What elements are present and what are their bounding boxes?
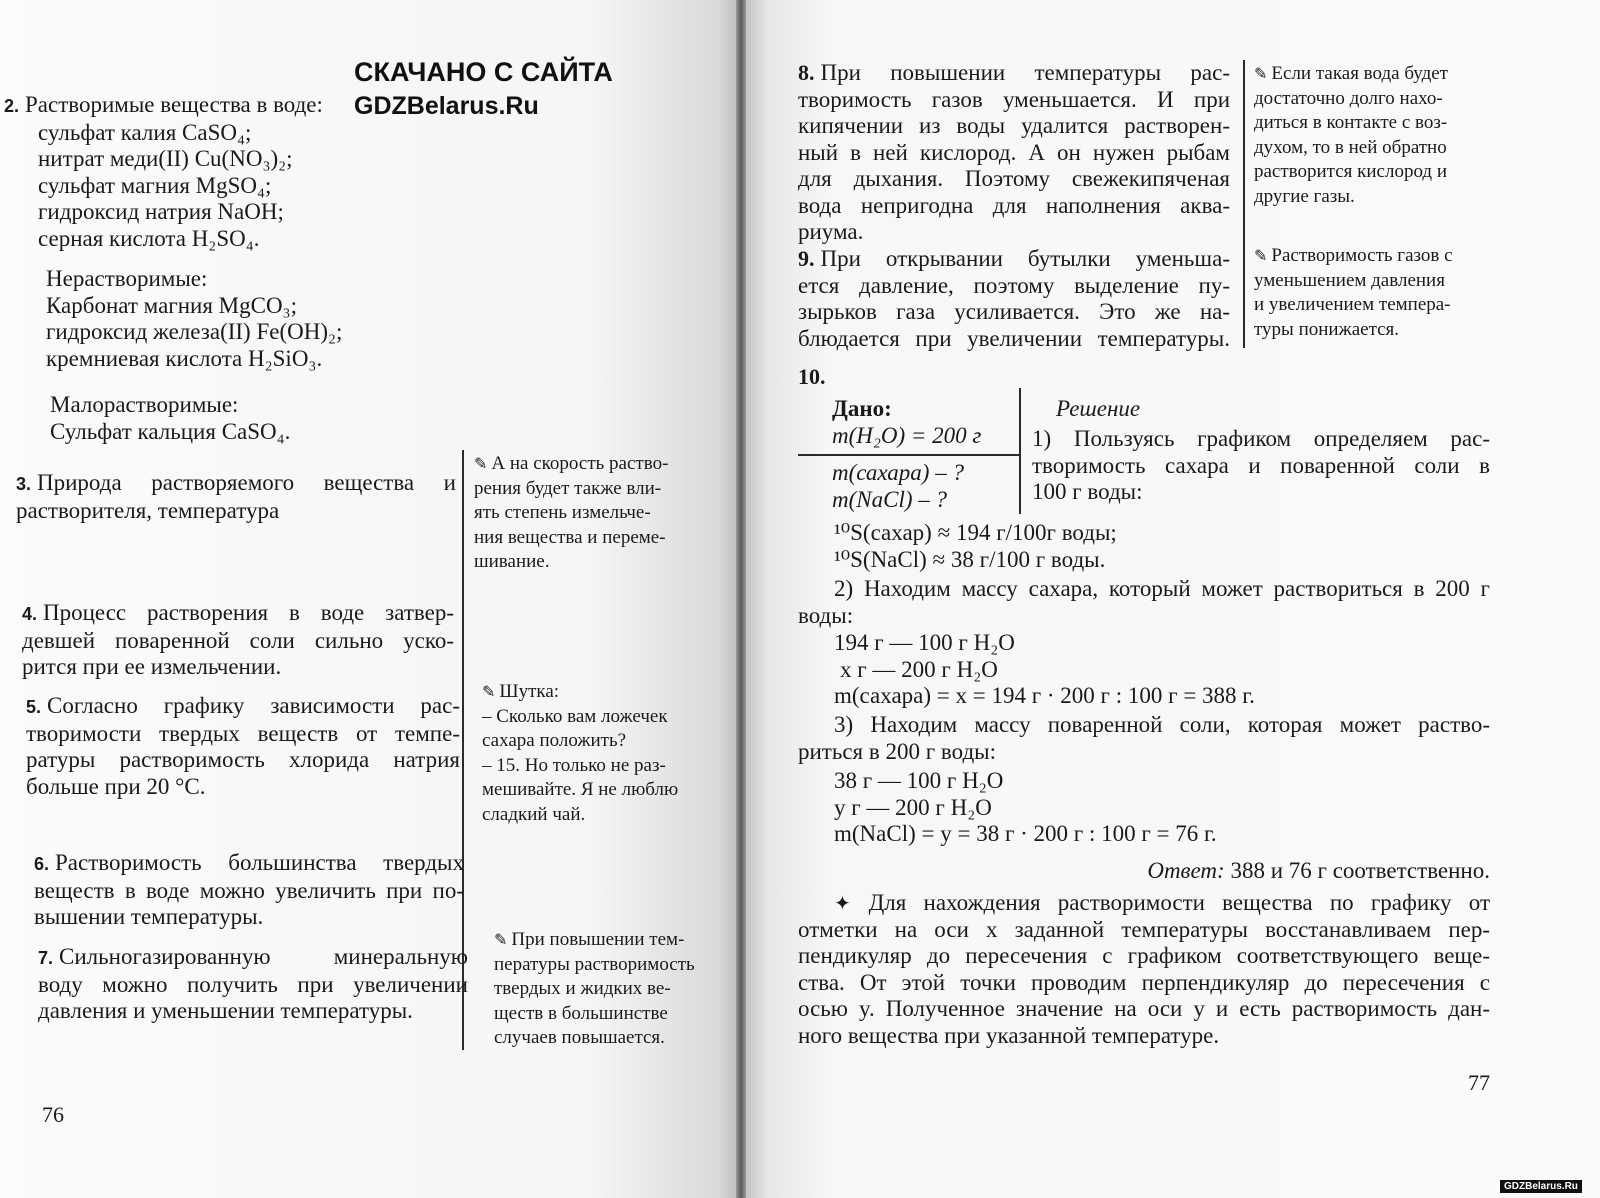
- proportion-nacl: [834, 768, 1217, 848]
- text-line: творимость газов уменьшается. И при: [798, 86, 1230, 112]
- text-line: зырьков газа усиливается. Это же на-: [798, 299, 1230, 324]
- find-block: [832, 460, 964, 513]
- answer-number: 8.: [798, 60, 815, 85]
- final-answer: [1100, 858, 1490, 885]
- note-line: туры понижается.: [1254, 318, 1400, 340]
- given-block: [832, 396, 981, 449]
- answer-number: 3.: [16, 474, 32, 494]
- note-line: твердых и жидких ве-: [494, 978, 671, 999]
- text-line: веществ в воде можно увеличить при по-: [34, 877, 464, 903]
- step-2: [798, 576, 1490, 629]
- insoluble-heading: Нерастворимые:: [46, 266, 208, 291]
- find-item: m(NaCl) – ?: [832, 486, 947, 512]
- answer-number: 2.: [4, 96, 20, 116]
- given-underline: [798, 454, 1020, 456]
- answer-value: 388 и 76 г соответственно.: [1230, 858, 1490, 883]
- note-line: мешивайте. Я не люблю: [482, 779, 679, 800]
- text-line: Природа растворяемого вещества и: [37, 470, 456, 495]
- answer-number: 7.: [38, 948, 54, 968]
- text-line: 3) Находим массу поваренной соли, которая может раство-: [834, 712, 1490, 737]
- text-line: осью y. Полученное значение на оси y и есть растворимость дан-: [798, 996, 1490, 1021]
- slightly-heading: Малорастворимые:: [50, 392, 239, 417]
- note-line: сладкий чай.: [482, 803, 586, 825]
- note-line: – Сколько вам ложечек: [482, 705, 668, 727]
- soluble-heading: Растворимые вещества в воде:: [25, 92, 323, 117]
- right-margin-rule: [1243, 60, 1245, 348]
- note-line: Шутка:: [499, 681, 560, 702]
- margin-note-speed: [474, 452, 722, 575]
- text-line: рится при ее измельчении.: [22, 654, 282, 679]
- answer-number: 5.: [26, 697, 42, 717]
- list-item: сульфат калия CaSO₄;: [38, 119, 252, 145]
- text-line: При открывании бутылки уменьша-: [820, 246, 1230, 271]
- proportion-sugar: [834, 630, 1255, 710]
- text-line: 2) Находим массу сахара, который может раствориться в 200 г: [834, 576, 1490, 601]
- note-line: ять степень измельче-: [474, 502, 651, 523]
- text-line: Сильногазированную минеральную: [59, 944, 468, 969]
- note-line: ществ в большинстве: [494, 1002, 668, 1024]
- note-line: А на скорость раство-: [491, 453, 669, 474]
- answer-3: [16, 470, 456, 524]
- note-line: растворится кислород и: [1254, 161, 1447, 182]
- answer-8: [798, 60, 1230, 246]
- text-line: пендикуляр до пересечения с графиком соответствующего веще-: [798, 943, 1490, 968]
- note-line: другие газы.: [1254, 185, 1355, 207]
- margin-note-gases: [1254, 244, 1494, 342]
- margin-note-joke: [482, 680, 726, 827]
- answer-10-number: [798, 364, 832, 391]
- tip-block: [798, 890, 1490, 1049]
- answer-number: 4.: [22, 604, 38, 624]
- text-line: Согласно графику зависимости рас-: [47, 693, 460, 718]
- step-1: [1032, 426, 1490, 506]
- list-item: гидроксид натрия NaOH;: [38, 199, 284, 224]
- note-line: диться в контакте с воз-: [1254, 112, 1448, 133]
- text-line: больше при 20 °С.: [26, 773, 206, 799]
- answer-6: [34, 850, 464, 931]
- text-line: Для нахождения растворимости вещества по графику от: [868, 890, 1490, 915]
- proportion-result: m(сахара) = x = 194 г · 200 г : 100 г = 388 г.: [834, 683, 1255, 708]
- solution-heading: Решение: [1056, 396, 1141, 421]
- text-line: 100 г воды:: [1032, 479, 1143, 504]
- note-line: уменьшением давления: [1254, 269, 1445, 291]
- note-line: достаточно долго нахо-: [1254, 87, 1443, 109]
- text-line: ется давление, поэтому выделение пу-: [798, 272, 1230, 298]
- note-line: сахара положить?: [482, 730, 627, 751]
- text-line: риума.: [798, 219, 864, 244]
- slightly-soluble-block: [50, 392, 290, 445]
- note-line: Растворимость газов с: [1271, 245, 1453, 266]
- site-watermark: [354, 55, 613, 123]
- note-line: шивание.: [474, 551, 550, 572]
- answer-5: [26, 693, 460, 800]
- text-line: Растворимость большинства твердых: [55, 850, 464, 875]
- solubility-values: [834, 520, 1117, 573]
- list-item: кремниевая кислота H₂SiO₃.: [46, 345, 323, 371]
- note-line: рения будет также вли-: [474, 477, 662, 499]
- pencil-hand-icon: ✎: [474, 454, 488, 473]
- pencil-hand-icon: ✎: [1254, 64, 1268, 83]
- text-line: растворителя, температура: [16, 497, 280, 523]
- text-line: творимость сахара и поваренной соли в: [1032, 452, 1490, 478]
- find-item: m(сахара) – ?: [832, 460, 964, 485]
- answer-number: 10.: [798, 364, 826, 389]
- text-line: ного вещества при указанной температуре.: [798, 1022, 1220, 1048]
- answer-4: [22, 600, 454, 681]
- answer-number: 6.: [34, 854, 50, 874]
- answer-label: Ответ:: [1147, 858, 1225, 883]
- given-label: Дано:: [832, 396, 892, 421]
- text-line: ный в ней кислород. А он нужен рыбам: [798, 139, 1230, 165]
- answer-2: [4, 92, 323, 252]
- list-item: сульфат магния MgSO₄;: [38, 172, 272, 198]
- solubility-nacl: ¹⁰S(NaCl) ≈ 38 г/100 г воды.: [834, 546, 1106, 572]
- note-line: При повышении тем-: [511, 929, 685, 950]
- pencil-hand-icon: ✎: [494, 930, 508, 949]
- insoluble-block: [46, 266, 342, 372]
- proportion-line: x г — 200 г H₂O: [840, 656, 998, 682]
- text-line: девшей поваренной соли сильно уско-: [22, 627, 454, 653]
- answer-7: [38, 944, 468, 1025]
- page-number-left: 76: [42, 1102, 64, 1127]
- text-line: отметки на оси x заданной температуры восстанавливаем пер-: [798, 916, 1490, 942]
- solubility-sugar: ¹⁰S(сахар) ≈ 194 г/100г воды;: [834, 520, 1117, 545]
- pencil-hand-icon: ✎: [482, 682, 496, 701]
- list-item: гидроксид железа(II) Fe(OH)₂;: [46, 319, 343, 344]
- margin-note-air: [1254, 62, 1494, 209]
- text-line: Процесс растворения в воде затвер-: [43, 600, 454, 625]
- watermark-line2: GDZBelarus.Ru: [354, 92, 539, 120]
- note-line: случаев повышается.: [494, 1027, 665, 1048]
- margin-note-temperature: [494, 928, 726, 1051]
- text-line: ства. От этой точки проводим перпендикуляр до пересечения с: [798, 969, 1490, 995]
- note-line: и увеличением темпера-: [1254, 294, 1451, 315]
- text-line: воды:: [798, 602, 854, 628]
- list-item: серная кислота H₂SO₄.: [38, 225, 260, 251]
- watermark-line1: СКАЧАНО С САЙТА: [354, 57, 613, 87]
- proportion-line: y г — 200 г H₂O: [834, 794, 992, 820]
- four-point-star-icon: ✦: [834, 891, 869, 915]
- proportion-result: m(NaCl) = y = 38 г · 200 г : 100 г = 76 г.: [834, 821, 1217, 846]
- note-line: пературы растворимость: [494, 953, 695, 975]
- book-spine: [736, 0, 746, 1198]
- note-line: духом, то в ней обратно: [1254, 136, 1447, 158]
- note-line: – 15. Но только не раз-: [482, 754, 666, 776]
- text-line: творимости твердых веществ от темпе-: [26, 720, 460, 746]
- proportion-line: 38 г — 100 г H₂O: [834, 768, 1004, 793]
- answer-number: 9.: [798, 246, 815, 271]
- given-divider: [1019, 388, 1021, 514]
- list-item: Карбонат магния MgCO₃;: [46, 292, 297, 318]
- answer-9: [798, 246, 1230, 352]
- list-item: Сульфат кальция CaSO₄.: [50, 418, 291, 444]
- step-3: [798, 712, 1490, 765]
- note-line: Если такая вода будет: [1271, 63, 1448, 84]
- note-line: ния вещества и переме-: [474, 526, 666, 548]
- brand-mark: GDZBelarus.Ru: [1500, 1180, 1582, 1193]
- text-line: ратуры растворимость хлорида натрия: [26, 747, 460, 772]
- text-line: вода непригодна для наполнения аква-: [798, 192, 1230, 218]
- text-line: блюдается при увеличении температуры.: [798, 325, 1230, 351]
- given-value: m(H₂O) = 200 г: [832, 422, 982, 448]
- list-item: нитрат меди(II) Cu(NO₃)₂;: [38, 146, 293, 171]
- solution-label: [1056, 396, 1140, 423]
- text-line: для дыхания. Поэтому свежекипяченая: [798, 166, 1230, 191]
- pencil-hand-icon: ✎: [1254, 246, 1268, 265]
- text-line: кипячении из воды удалится растворен-: [798, 113, 1230, 138]
- text-line: вышении температуры.: [34, 904, 264, 929]
- text-line: риться в 200 г воды:: [798, 738, 997, 764]
- proportion-line: 194 г — 100 г H₂O: [834, 630, 1015, 655]
- text-line: воду можно получить при увеличении: [38, 971, 468, 997]
- text-line: давления и уменьшении температуры.: [38, 998, 413, 1023]
- page-number-right: 77: [1468, 1070, 1490, 1095]
- text-line: При повышении температуры рас-: [820, 60, 1230, 85]
- text-line: 1) Пользуясь графиком определяем рас-: [1032, 426, 1490, 451]
